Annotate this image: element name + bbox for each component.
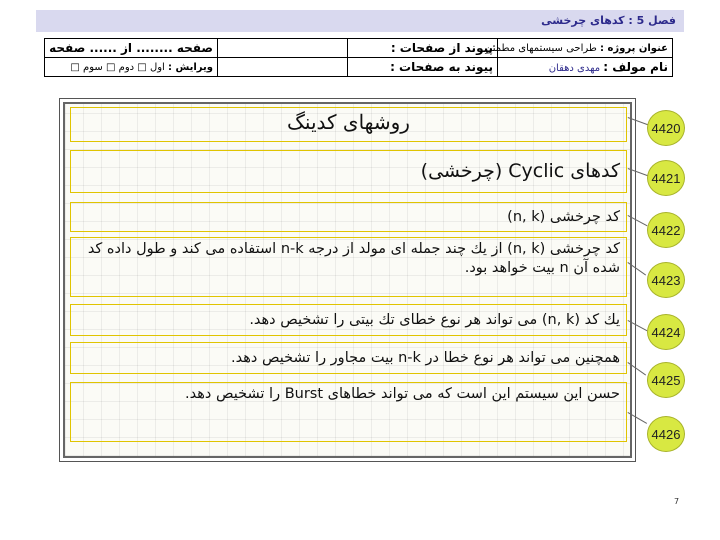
row-id-badge: 4426 — [647, 416, 685, 452]
slide-text-box-7: حسن این سیستم این است که می تواند خطاهای Burst را تشخیص دهد. — [70, 382, 627, 442]
author-value: مهدی دهقان — [548, 63, 601, 74]
project-value: طراحی سیستمهای مطمئن — [485, 42, 597, 54]
checkbox-icon: □ — [70, 61, 80, 73]
row-id-badge: 4421 — [647, 160, 685, 196]
edition-cell — [45, 58, 218, 77]
slide-frame — [59, 98, 636, 462]
author-cell — [498, 58, 673, 77]
row-id-badge: 4420 — [647, 110, 685, 146]
link-to-label: پیوند به صفحات : — [348, 58, 498, 77]
chapter-title: فصل 5 : کدهای چرخشی — [541, 14, 676, 27]
slide-text-box-4: کد چرخشی (n, k) از يك چند جمله ای مولد از درجه n-k استفاده می کند و طول داده کد شده آن n بیت خواهد بود. — [70, 237, 627, 297]
author-label: نام مولف : — [603, 60, 668, 74]
slide-heading-box: کدهای Cyclic (چرخشی) — [70, 150, 627, 193]
link-to-value — [218, 58, 348, 77]
slide-title-box: روشهای کدینگ — [70, 107, 627, 142]
project-cell — [485, 39, 673, 58]
row-id-badge: 4424 — [647, 314, 685, 350]
row-id-badge: 4423 — [647, 262, 685, 298]
edition-option-second: دوم — [118, 61, 135, 73]
slide-text-box-3: کد چرخشی (n, k) — [70, 202, 627, 232]
row-id-badge: 4422 — [647, 212, 685, 248]
page-of-text: صفحه ........ از ...... صفحه — [45, 39, 218, 58]
link-from-label: پیوند از صفحات : — [348, 39, 498, 58]
slide-canvas — [63, 102, 632, 458]
project-label: عنوان پروژه : — [600, 42, 668, 54]
edition-label: ویرایش : — [168, 61, 213, 73]
slide-text-box-5: يك کد (n, k) می تواند هر نوع خطای تك بیتی را تشخیص دهد. — [70, 304, 627, 336]
edition-option-third: سوم — [83, 61, 103, 73]
document-header-table — [44, 38, 673, 77]
checkbox-icon: □ — [105, 61, 116, 73]
edition-option-first: اول — [149, 61, 165, 73]
chapter-bar — [36, 10, 684, 32]
page-number: 7 — [674, 497, 680, 506]
slide-text-box-6: همچنین می تواند هر نوع خطا در n-k بیت مجاور را تشخیص دهد. — [70, 342, 627, 374]
row-id-badge: 4425 — [647, 362, 685, 398]
link-from-value — [218, 39, 348, 58]
checkbox-icon: □ — [137, 61, 147, 73]
